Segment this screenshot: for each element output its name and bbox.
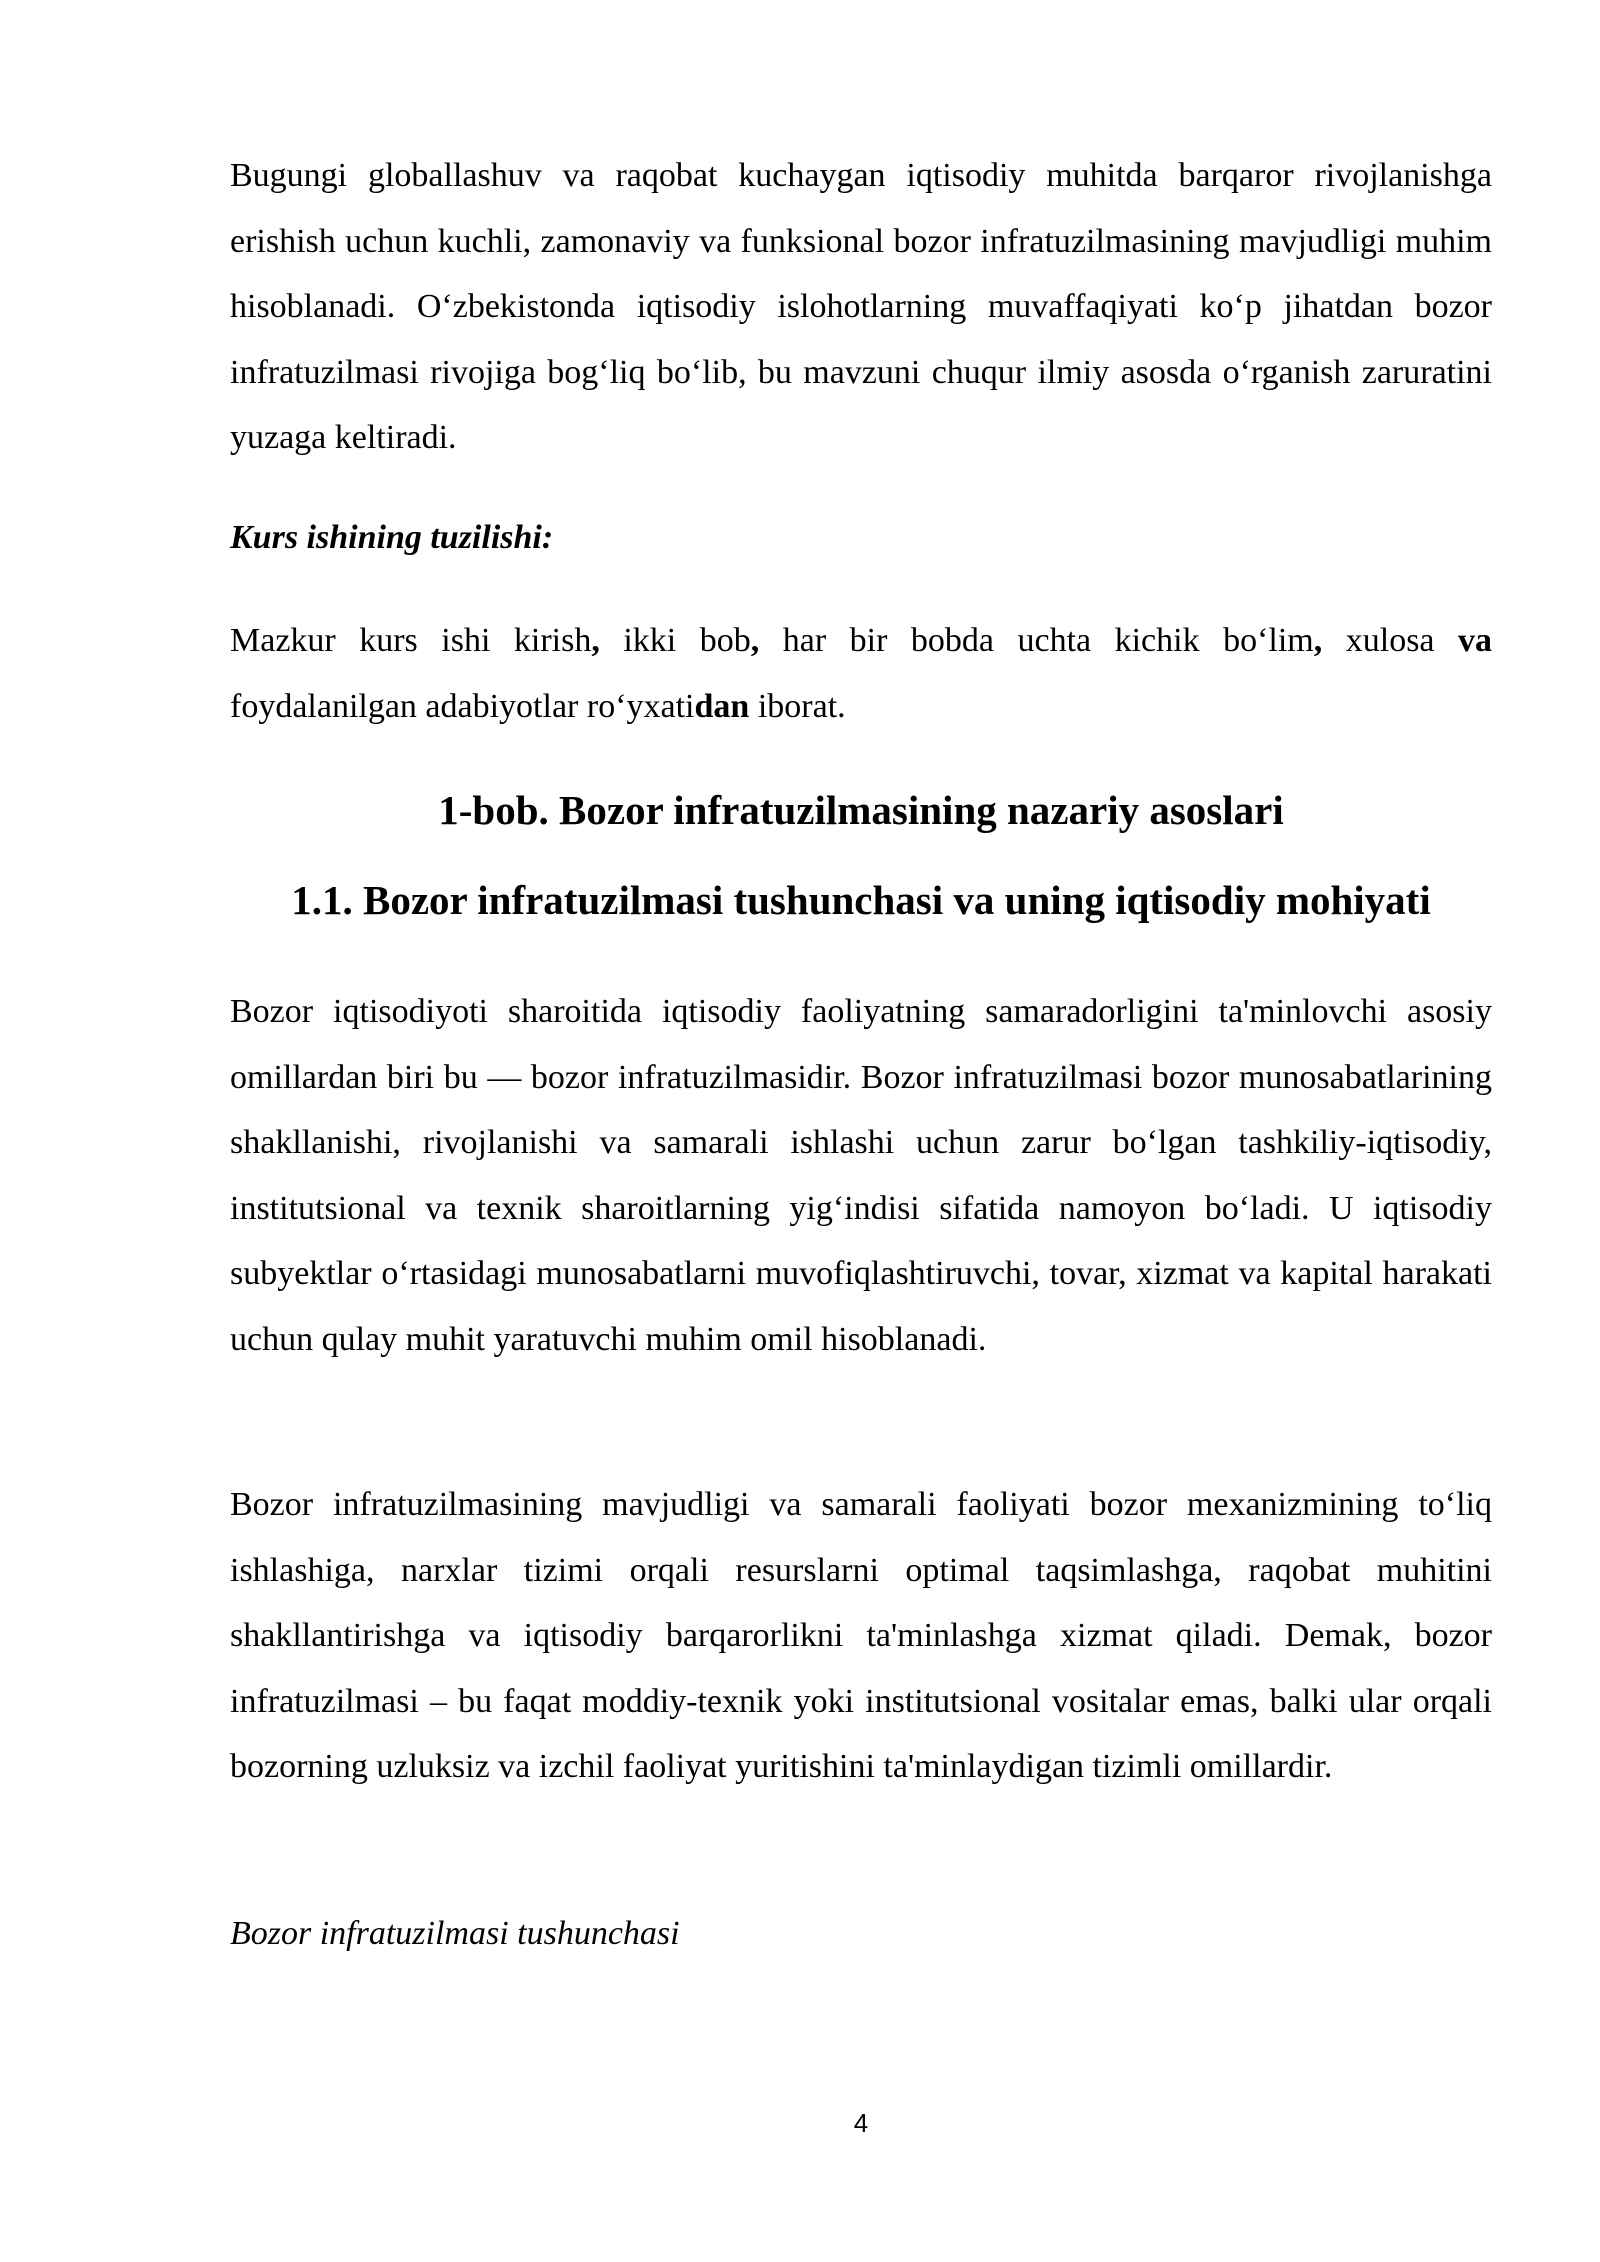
chapter-title: 1-bob. Bozor infratuzilmasining nazariy asoslari: [438, 787, 1284, 833]
paragraph-1: Bozor iqtisodiyoti sharoitida iqtisodiy faoliyatning samaradorligini ta'minlovchi asosiy omillardan biri bu — bozor infratuzilmasidir. Bozor infratuzilmasi bozor munosabatlarining shakllanishi, rivojlanishi va samarali ishlashi uchun zarur bo‘lgan tashkiliy-iqtisodiy, institutsional va texnik sharoitlarning yig‘indisi sifatida namoyon bo‘ladi. U iqtisodiy subyektlar o‘rtasidagi munosabatlarni muvofiqlashtiruvchi, tovar, xizmat va kapital harakati uchun qulay muhit yaratuvchi muhim omil hisoblanadi.: [230, 993, 1492, 1358]
structure-text-3: har bir bobda uchta kichik bo‘lim: [759, 622, 1314, 659]
structure-bold-4: va: [1458, 622, 1493, 659]
intro-paragraph: Bugungi globallashuv va raqobat kuchaygan iqtisodiy muhitda barqaror rivojlanishga erishish uchun kuchli, zamonaviy va funksional bozor infratuzilmasining mavjudligi muhim hisoblanadi. O‘zbekistonda iqtisodiy islohotlarning muvaffaqiyati ko‘p jihatdan bozor infratuzilmasi rivojiga bog‘liq bo‘lib, bu mavzuni chuqur ilmiy asosda o‘rganish zaruratini yuzaga keltiradi.: [230, 157, 1492, 456]
structure-text-6: iborat.: [749, 687, 846, 725]
subsection-label: Bozor infratuzilmasi tushunchasi: [230, 1915, 680, 1952]
structure-label: Kurs ishining tuzilishi:: [230, 519, 554, 556]
structure-text-5: foydalanilgan adabiyotlar ro‘yxati: [230, 687, 695, 725]
structure-text-2: ikki bob: [599, 622, 751, 659]
page-number: 4: [853, 2108, 869, 2138]
structure-bold-3: ,: [1313, 622, 1323, 659]
paragraph-2: Bozor infratuzilmasining mavjudligi va samarali faoliyati bozor mexanizmining to‘liq ishlashiga, narxlar tizimi orqali resurslarni optimal taqsimlashga, raqobat muhitini shakllantirishga va iqtisodiy barqarorlikni ta'minlashga xizmat qiladi. Demak, bozor infratuzilmasi – bu faqat moddiy-texnik yoki institutsional vositalar emas, balki ular orqali bozorning uzluksiz va izchil faoliyat yuritishini ta'minlaydigan tizimli omillardir.: [230, 1486, 1492, 1785]
structure-text-4: xulosa: [1322, 622, 1459, 659]
section-title: 1.1. Bozor infratuzilmasi tushunchasi va uning iqtisodiy mohiyati: [291, 877, 1431, 923]
structure-bold-1: ,: [591, 622, 600, 659]
structure-text-1: Mazkur kurs ishi kirish: [230, 622, 592, 659]
structure-bold-5: dan: [694, 687, 750, 725]
structure-bold-2: ,: [750, 622, 760, 659]
structure-paragraph: [230, 608, 1492, 739]
